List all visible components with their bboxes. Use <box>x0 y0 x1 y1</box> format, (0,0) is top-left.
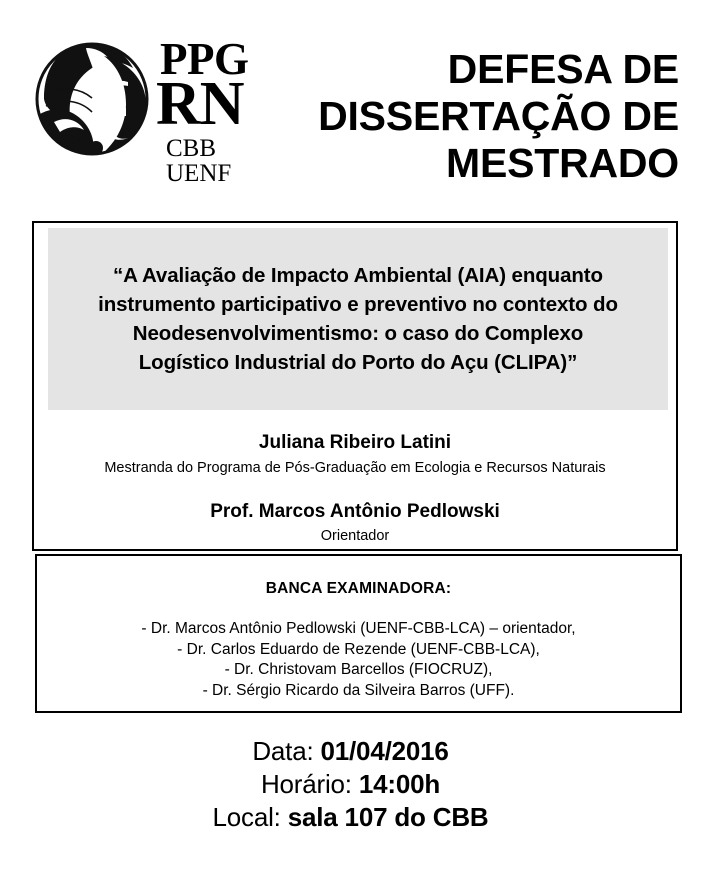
logo-line-ppg: PPG <box>160 34 249 84</box>
board-heading: BANCA EXAMINADORA: <box>265 580 452 597</box>
board-member: - Dr. Marcos Antônio Pedlowski (UENF-CBB-LCA) – orientador, <box>141 620 576 637</box>
advisor-name: Prof. Marcos Antônio Pedlowski <box>210 501 500 522</box>
page-title-line-1: DEFESA DE <box>447 46 679 92</box>
event-place-value: sala 107 do CBB <box>287 802 489 832</box>
board-member: - Dr. Sérgio Ricardo da Silveira Barros (UFF). <box>202 681 515 699</box>
thesis-title <box>48 261 668 377</box>
poster-header <box>0 0 701 215</box>
student-name: Juliana Ribeiro Latini <box>258 432 452 453</box>
event-time-value: 14:00h <box>358 769 441 799</box>
thesis-title-line-4: Logístico Industrial do Porto do Açu (CLIPA)” <box>138 351 578 374</box>
board-member-list <box>37 619 680 701</box>
board-member: - Dr. Carlos Eduardo de Rezende (UENF-CBB-LCA), <box>177 640 540 658</box>
page-title <box>249 46 679 187</box>
event-time-label: Horário: <box>260 769 359 799</box>
thesis-title-line-1: “A Avaliação de Impacto Ambiental (AIA) enquanto <box>113 264 603 287</box>
advisor-role: Orientador <box>320 528 390 544</box>
thesis-title-band <box>48 228 668 410</box>
event-date-label: Data: <box>252 736 321 766</box>
ppg-ern-circular-emblem-icon <box>34 36 150 162</box>
event-details <box>0 735 701 834</box>
event-date-value: 01/04/2016 <box>320 736 449 766</box>
event-place-label: Local: <box>212 802 288 832</box>
page-title-line-2: DISSERTAÇÃO DE <box>318 93 679 139</box>
examination-board-box <box>35 554 682 713</box>
event-place-line <box>0 801 701 834</box>
ppg-ern-logo <box>30 32 270 187</box>
people-section <box>34 413 676 546</box>
student-role: Mestranda do Programa de Pós-Graduação em Ecologia e Recursos Naturais <box>104 460 606 476</box>
board-member: - Dr. Christovam Barcellos (FIOCRUZ), <box>224 661 493 678</box>
thesis-info-box <box>32 221 678 551</box>
page-title-line-3: MESTRADO <box>445 140 679 186</box>
logo-line-rn: RN <box>156 70 244 138</box>
logo-line-cbb-uenf: CBB UENF <box>166 135 232 187</box>
thesis-title-line-3: Neodesenvolvimentismo: o caso do Complexo <box>132 322 584 345</box>
thesis-title-line-2: instrumento participativo e preventivo no contexto do <box>98 293 618 316</box>
event-time-line <box>0 768 701 801</box>
event-date-line <box>0 735 701 768</box>
